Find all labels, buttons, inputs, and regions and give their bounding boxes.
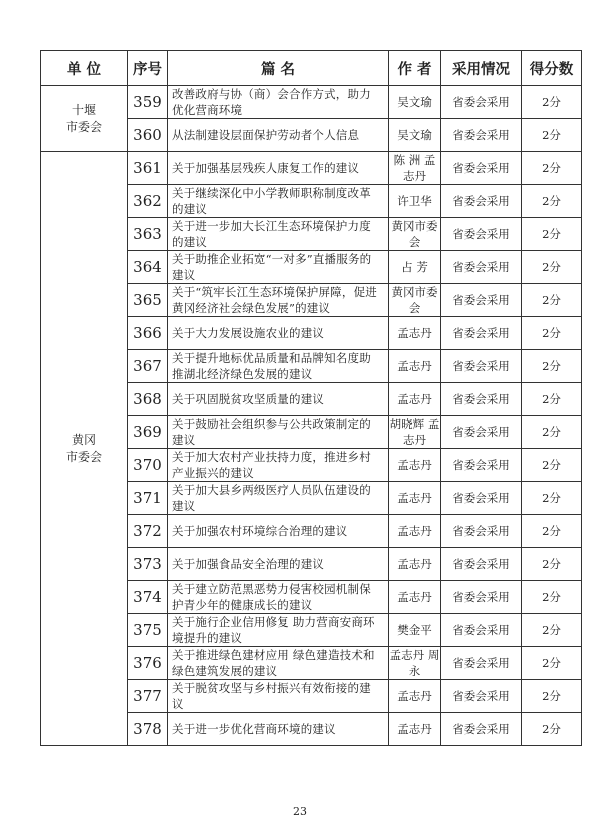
unit-line2: 市委会 bbox=[65, 119, 102, 134]
num-cell: 360 bbox=[128, 119, 168, 152]
status-cell: 省委会采用 bbox=[441, 482, 522, 515]
author-cell: 孟志丹 周 永 bbox=[389, 648, 440, 678]
title-cell: 关于“筑牢长江生态环境保护屏障，促进黄冈经济社会绿色发展”的建议 bbox=[168, 284, 389, 317]
num-cell: 372 bbox=[128, 515, 168, 548]
author-cell: 孟志丹 bbox=[389, 548, 441, 581]
author-cell: 孟志丹 bbox=[389, 350, 441, 383]
num-cell: 370 bbox=[128, 449, 168, 482]
score-cell: 2分 bbox=[522, 251, 582, 284]
author-cell: 吴文瑜 bbox=[389, 86, 441, 119]
author-cell: 孟志丹 bbox=[389, 449, 441, 482]
score-cell: 2分 bbox=[522, 680, 582, 713]
header-score: 得分数 bbox=[522, 51, 582, 86]
records-table bbox=[40, 50, 582, 746]
header-num: 序号 bbox=[128, 51, 168, 86]
title-cell: 改善政府与协（商）会合作方式，助力优化营商环境 bbox=[168, 86, 389, 119]
author-cell: 孟志丹 bbox=[389, 713, 441, 746]
header-title: 篇 名 bbox=[168, 51, 389, 86]
header-unit: 单 位 bbox=[41, 51, 128, 86]
author-cell: 吴文瑜 bbox=[389, 119, 441, 152]
status-cell: 省委会采用 bbox=[441, 86, 522, 119]
title-cell: 关于加强基层残疾人康复工作的建议 bbox=[168, 152, 389, 185]
status-cell: 省委会采用 bbox=[441, 416, 522, 449]
header-author: 作 者 bbox=[389, 51, 441, 86]
author-cell: 黄冈市委会 bbox=[389, 218, 441, 251]
status-cell: 省委会采用 bbox=[441, 284, 522, 317]
author-cell: 孟志丹 bbox=[389, 383, 441, 416]
title-cell: 关于大力发展设施农业的建议 bbox=[168, 317, 389, 350]
title-cell: 关于进一步加大长江生态环境保护力度的建议 bbox=[168, 218, 389, 251]
author-cell: 许卫华 bbox=[389, 185, 441, 218]
page-number: 23 bbox=[293, 805, 307, 818]
num-cell: 363 bbox=[128, 218, 168, 251]
num-cell: 359 bbox=[128, 86, 168, 119]
score-cell: 2分 bbox=[522, 581, 582, 614]
table-row bbox=[41, 86, 582, 119]
title-cell: 关于巩固脱贫攻坚质量的建议 bbox=[168, 383, 389, 416]
title-cell: 关于加强农村环境综合治理的建议 bbox=[168, 515, 389, 548]
score-cell: 2分 bbox=[522, 449, 582, 482]
status-cell: 省委会采用 bbox=[441, 614, 522, 647]
status-cell: 省委会采用 bbox=[441, 218, 522, 251]
status-cell: 省委会采用 bbox=[441, 449, 522, 482]
num-cell: 365 bbox=[128, 284, 168, 317]
status-cell: 省委会采用 bbox=[441, 350, 522, 383]
score-cell: 2分 bbox=[522, 218, 582, 251]
status-cell: 省委会采用 bbox=[441, 185, 522, 218]
num-cell: 377 bbox=[128, 680, 168, 713]
unit-line2: 市委会 bbox=[65, 449, 102, 464]
author-cell: 黄冈市委会 bbox=[389, 284, 441, 317]
title-cell: 关于进一步优化营商环境的建议 bbox=[168, 713, 389, 746]
status-cell: 省委会采用 bbox=[441, 383, 522, 416]
status-cell: 省委会采用 bbox=[441, 251, 522, 284]
unit-line1: 十堰 bbox=[71, 102, 96, 117]
title-cell: 关于加大县乡两级医疗人员队伍建设的建议 bbox=[168, 482, 389, 515]
title-cell: 关于施行企业信用修复 助力营商安商环境提升的建议 bbox=[168, 614, 389, 647]
title-cell: 关于鼓励社会组织参与公共政策制定的建议 bbox=[168, 416, 389, 449]
status-cell: 省委会采用 bbox=[441, 680, 522, 713]
num-cell: 364 bbox=[128, 251, 168, 284]
score-cell: 2分 bbox=[522, 350, 582, 383]
title-cell: 关于加强食品安全治理的建议 bbox=[168, 548, 389, 581]
author-cell: 陈 洲 孟志丹 bbox=[389, 152, 441, 185]
title-cell: 关于助推企业拓宽“一对多”直播服务的建议 bbox=[168, 251, 389, 284]
status-cell: 省委会采用 bbox=[441, 581, 522, 614]
unit-line1: 黄冈 bbox=[71, 432, 96, 447]
score-cell: 2分 bbox=[522, 284, 582, 317]
header-status: 采用情况 bbox=[441, 51, 522, 86]
score-cell: 2分 bbox=[522, 185, 582, 218]
status-cell: 省委会采用 bbox=[441, 647, 522, 680]
status-cell: 省委会采用 bbox=[441, 515, 522, 548]
score-cell: 2分 bbox=[522, 482, 582, 515]
author-cell: 孟志丹 bbox=[389, 515, 441, 548]
score-cell: 2分 bbox=[522, 119, 582, 152]
score-cell: 2分 bbox=[522, 548, 582, 581]
num-cell: 374 bbox=[128, 581, 168, 614]
title-cell: 关于推进绿色建材应用 绿色建造技术和绿色建筑发展的建议 bbox=[168, 647, 389, 680]
score-cell: 2分 bbox=[522, 515, 582, 548]
table-row bbox=[41, 152, 582, 185]
unit-cell bbox=[41, 152, 128, 746]
unit-cell bbox=[41, 86, 128, 152]
status-cell: 省委会采用 bbox=[441, 317, 522, 350]
score-cell: 2分 bbox=[522, 317, 582, 350]
status-cell: 省委会采用 bbox=[441, 713, 522, 746]
num-cell: 376 bbox=[128, 647, 168, 680]
header-row bbox=[41, 51, 582, 86]
score-cell: 2分 bbox=[522, 713, 582, 746]
num-cell: 368 bbox=[128, 383, 168, 416]
score-cell: 2分 bbox=[522, 416, 582, 449]
author-cell: 胡晓辉 孟志丹 bbox=[389, 417, 440, 447]
status-cell: 省委会采用 bbox=[441, 548, 522, 581]
score-cell: 2分 bbox=[522, 152, 582, 185]
author-cell: 孟志丹 bbox=[389, 581, 441, 614]
title-cell: 关于脱贫攻坚与乡村振兴有效衔接的建议 bbox=[168, 680, 389, 713]
title-cell: 关于加大农村产业扶持力度，推进乡村产业振兴的建议 bbox=[168, 449, 389, 482]
num-cell: 366 bbox=[128, 317, 168, 350]
author-cell: 樊金平 bbox=[389, 614, 441, 647]
score-cell: 2分 bbox=[522, 647, 582, 680]
author-cell: 孟志丹 bbox=[389, 680, 441, 713]
title-cell: 关于继续深化中小学教师职称制度改革的建议 bbox=[168, 185, 389, 218]
status-cell: 省委会采用 bbox=[441, 152, 522, 185]
num-cell: 373 bbox=[128, 548, 168, 581]
title-cell: 从法制建设层面保护劳动者个人信息 bbox=[168, 119, 389, 152]
status-cell: 省委会采用 bbox=[441, 119, 522, 152]
score-cell: 2分 bbox=[522, 86, 582, 119]
num-cell: 361 bbox=[128, 152, 168, 185]
num-cell: 378 bbox=[128, 713, 168, 746]
score-cell: 2分 bbox=[522, 383, 582, 416]
num-cell: 371 bbox=[128, 482, 168, 515]
num-cell: 375 bbox=[128, 614, 168, 647]
title-cell: 关于提升地标优品质量和品牌知名度助推湖北经济绿色发展的建议 bbox=[168, 350, 389, 383]
num-cell: 362 bbox=[128, 185, 168, 218]
score-cell: 2分 bbox=[522, 614, 582, 647]
author-cell: 孟志丹 bbox=[389, 317, 441, 350]
num-cell: 367 bbox=[128, 350, 168, 383]
title-cell: 关于建立防范黑恶势力侵害校园机制保护青少年的健康成长的建议 bbox=[168, 581, 389, 614]
author-cell: 孟志丹 bbox=[389, 482, 441, 515]
num-cell: 369 bbox=[128, 416, 168, 449]
table-body bbox=[41, 86, 582, 746]
author-cell: 占 芳 bbox=[389, 251, 441, 284]
